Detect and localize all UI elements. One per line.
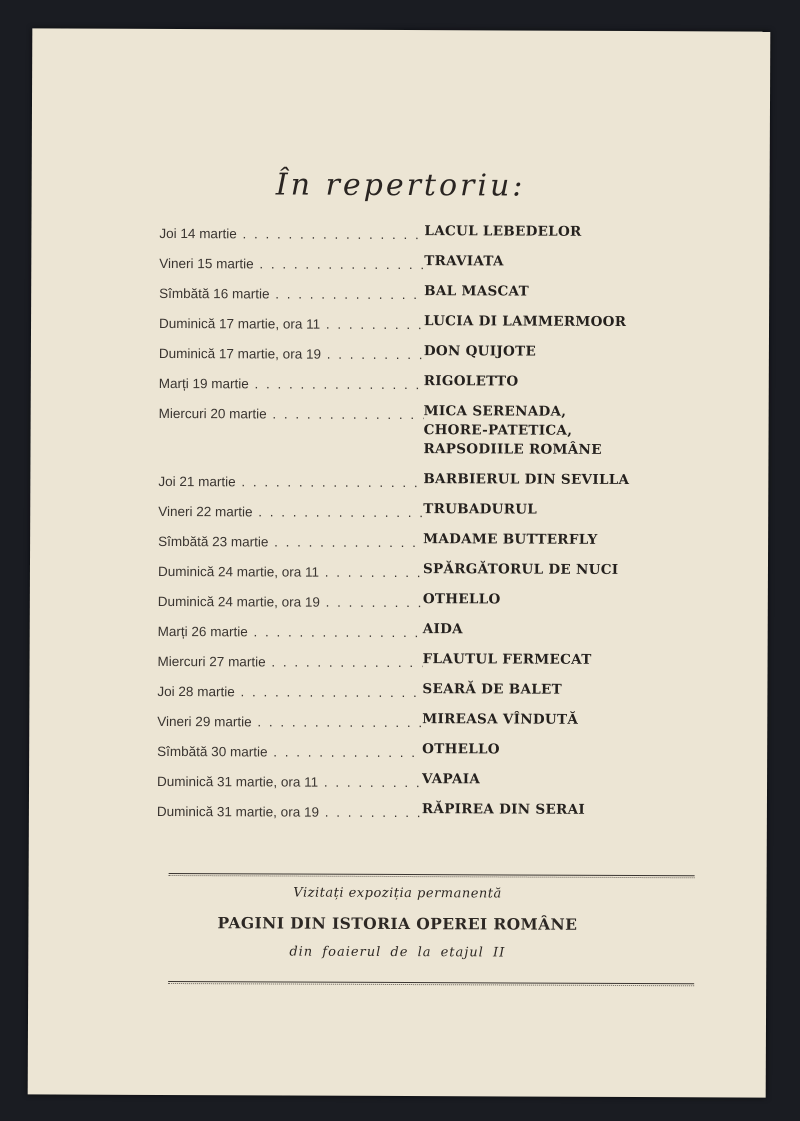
performance-date: Joi 21 martie . . . [158, 469, 423, 492]
performance-title: LUCIA DI LAMMERMOOR [424, 313, 627, 330]
performance-titles [422, 770, 480, 789]
performance-title: LACUL LEBEDELOR [424, 223, 582, 240]
performance-row [157, 679, 657, 711]
performance-row [157, 739, 657, 771]
performance-titles [422, 800, 585, 820]
performance-row [157, 769, 657, 801]
performance-title: AIDA [422, 621, 463, 638]
performance-titles [423, 402, 602, 460]
performance-titles [422, 710, 578, 730]
performance-date: Duminică 24 martie, ora 11 . . . [158, 559, 423, 582]
performance-row [159, 251, 659, 283]
performance-titles [423, 650, 592, 670]
divider-top [169, 873, 695, 878]
performance-date: Vineri 22 martie . . . [158, 499, 423, 522]
performance-title: BAL MASCAT [424, 283, 530, 300]
performance-titles [424, 222, 581, 242]
performance-title: SEARĂ DE BALET [422, 681, 563, 698]
performance-date: Vineri 15 martie . . . [159, 251, 424, 274]
performance-title: MIREASA VÎNDUTĂ [422, 711, 579, 728]
program-sheet [28, 28, 771, 1097]
performance-titles [424, 372, 519, 391]
performance-row [159, 221, 659, 253]
performance-date: Duminică 31 martie, ora 19 . . . [157, 799, 422, 822]
performance-title: FLAUTUL FERMECAT [422, 651, 592, 668]
performance-titles [423, 470, 629, 490]
performance-row [159, 311, 659, 343]
performance-row [158, 529, 658, 561]
performance-titles [423, 530, 598, 550]
performance-date: Vineri 29 martie . . . [157, 709, 422, 732]
performance-date: Duminică 17 martie, ora 11 . . . [159, 311, 424, 334]
performance-date: Joi 28 martie . . . [157, 679, 422, 702]
performance-date: Marți 26 martie . . . [158, 619, 423, 642]
performance-titles [422, 740, 500, 759]
performance-title: RIGOLETTO [423, 373, 519, 390]
performance-title: RAPSODIILE ROMÂNE [423, 441, 602, 458]
performance-date: Miercuri 20 martie . . . [159, 401, 424, 424]
performance-date: Duminică 24 martie, ora 19 . . . [158, 589, 423, 612]
performance-row [157, 709, 657, 741]
performance-row [158, 589, 658, 621]
performance-title: MADAME BUTTERFLY [423, 531, 598, 548]
performance-row [158, 499, 658, 531]
performance-titles [424, 252, 504, 271]
performance-row [157, 799, 657, 831]
performance-title: VAPAIA [422, 771, 481, 788]
performance-date: Marți 19 martie . . . [159, 371, 424, 394]
performance-row [159, 281, 659, 313]
page-title: În repertoriu: [275, 167, 526, 204]
performance-date: Duminică 17 martie, ora 19 . . . [159, 341, 424, 364]
performance-date: Sîmbătă 23 martie . . . [158, 529, 423, 552]
performance-title: MICA SERENADA, [423, 403, 567, 420]
performance-titles [423, 560, 619, 580]
performance-row [158, 401, 658, 471]
performance-row [159, 341, 659, 373]
performance-title: OTHELLO [422, 591, 501, 608]
exhibition-location: din foaierul de la etajul II [289, 944, 506, 961]
performance-date: Miercuri 27 martie . . . [158, 649, 423, 672]
performance-title: RĂPIREA DIN SERAI [421, 801, 586, 818]
performance-titles [423, 590, 501, 609]
performance-title: SPĂRGĂTORUL DE NUCI [422, 561, 619, 578]
performance-row [158, 559, 658, 591]
performance-titles [422, 680, 562, 700]
divider-bottom [168, 981, 694, 986]
performance-date: Sîmbătă 30 martie . . . [157, 739, 422, 762]
performance-title: BARBIERUL DIN SEVILLA [423, 471, 630, 489]
performance-titles [424, 342, 536, 361]
performance-date: Sîmbătă 16 martie . . . [159, 281, 424, 304]
performance-title: TRUBADURUL [423, 501, 538, 518]
performance-titles [424, 282, 529, 301]
performance-row [157, 649, 657, 681]
performance-title: DON QUIJOTE [423, 343, 537, 360]
performance-title: TRAVIATA [424, 253, 504, 270]
exhibition-name: PAGINI DIN ISTORIA OPEREI ROMÂNE [217, 913, 578, 934]
performance-title: CHORE-PATETICA, [423, 422, 573, 439]
performance-row [158, 619, 658, 651]
performance-titles [424, 312, 626, 332]
performance-date: Joi 14 martie . . . [159, 221, 424, 244]
exhibition-invite: Vizitați expoziția permanentă [293, 885, 502, 902]
performance-row [159, 371, 659, 403]
performance-row [158, 469, 658, 501]
performance-titles [423, 620, 463, 639]
performance-date: Duminică 31 martie, ora 11 . . . [157, 769, 422, 792]
repertoire-list [157, 221, 660, 831]
performance-titles [423, 500, 537, 519]
performance-title: OTHELLO [422, 741, 500, 758]
